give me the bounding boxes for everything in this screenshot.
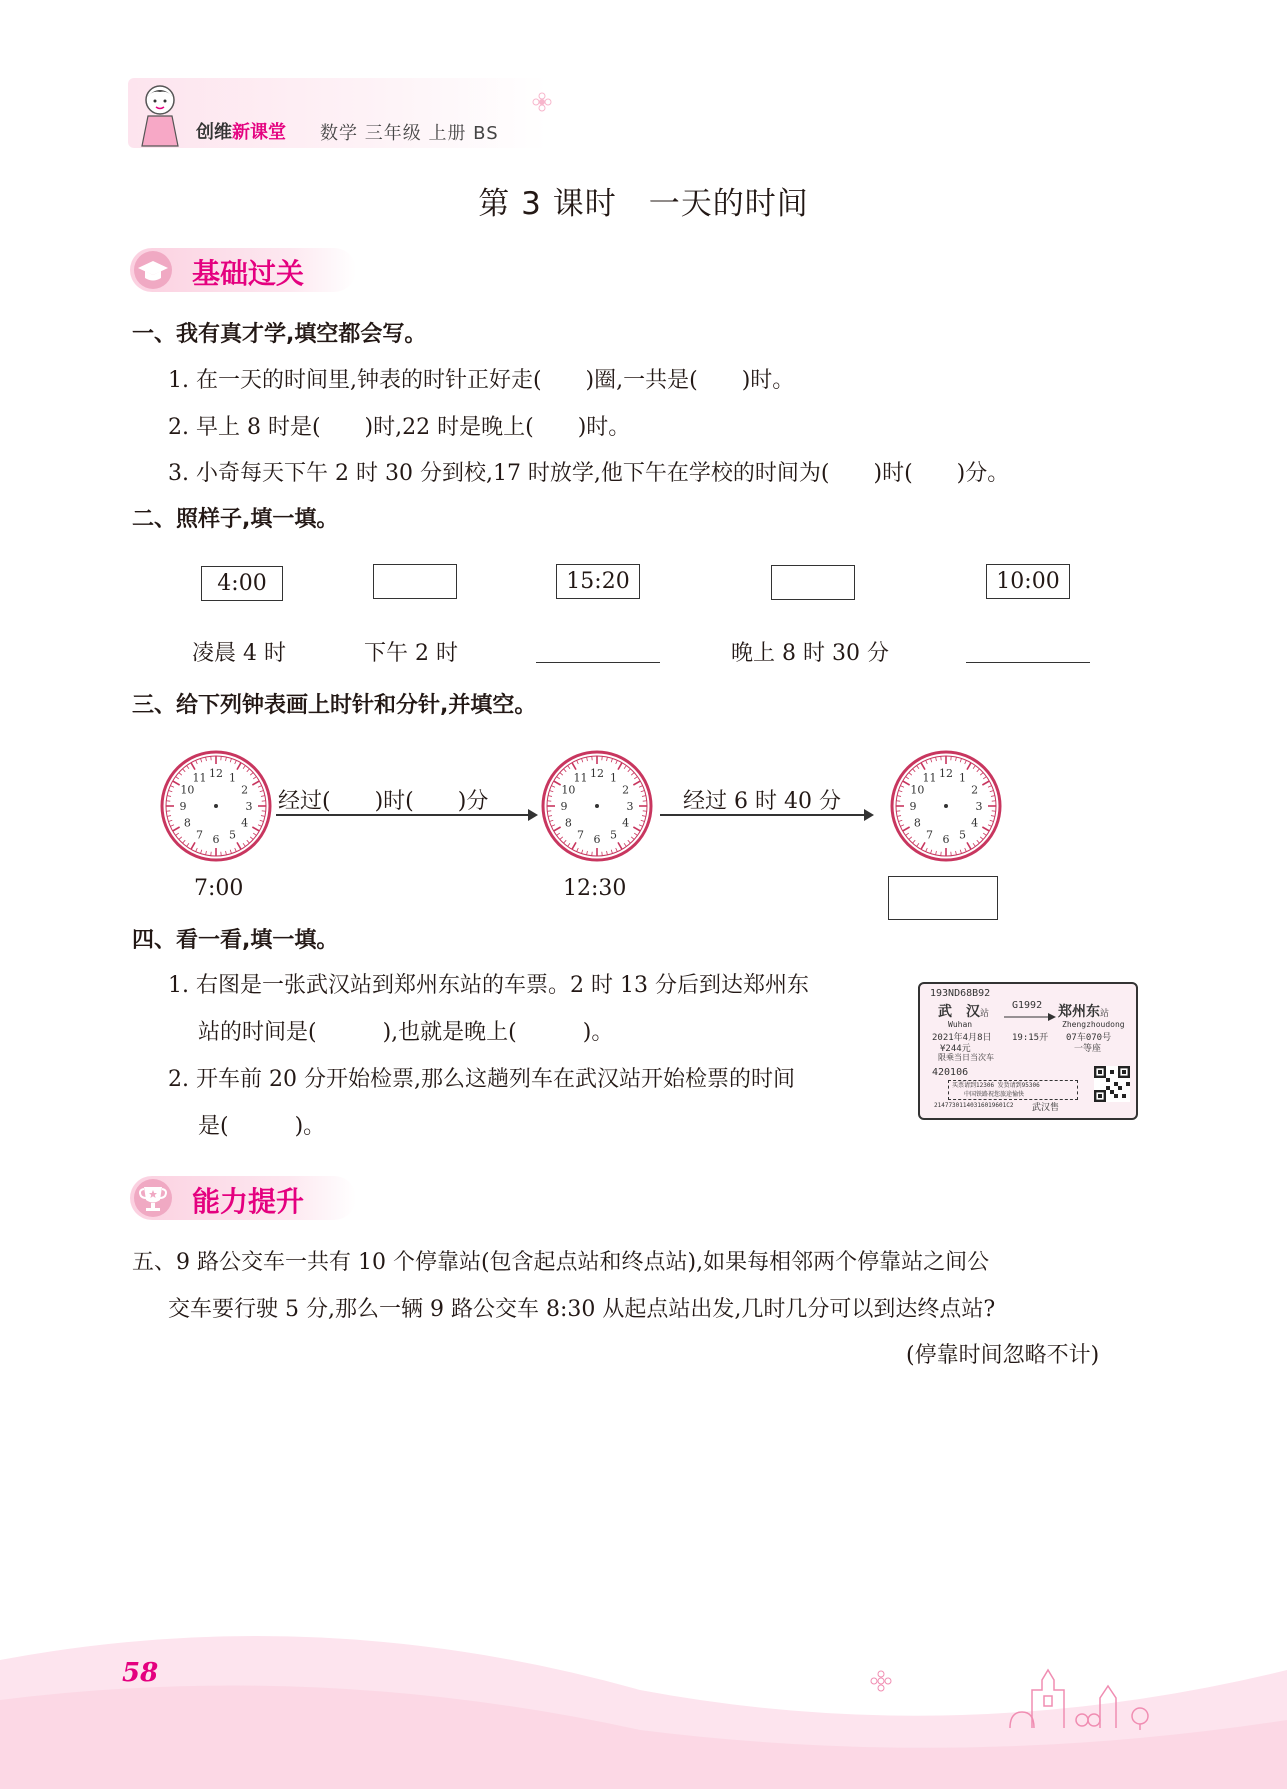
svg-text:10: 10 <box>910 783 925 797</box>
section-label-advanced: 能力提升 <box>192 1185 305 1218</box>
q4-item1-line1: 1. 右图是一张武汉站到郑州东站的车票。2 时 13 分后到达郑州东 <box>168 973 809 998</box>
ticket-code: 193ND68B92 <box>930 988 991 999</box>
q1-heading: 一、我有真才学,填空都会写。 <box>132 322 427 347</box>
q4-item2-line2: 是( )。 <box>198 1114 326 1139</box>
time-box-5: 10:00 <box>986 564 1070 599</box>
girl-mascot-icon <box>128 80 192 150</box>
svg-text:4: 4 <box>622 816 630 830</box>
time-box-1: 4:00 <box>201 566 283 601</box>
svg-text:8: 8 <box>564 816 572 830</box>
ticket-date: 2021年4月8日 <box>932 1033 992 1043</box>
svg-text:11: 11 <box>922 771 937 785</box>
svg-text:5: 5 <box>229 828 236 842</box>
time-label-1: 凌晨 4 时 <box>192 641 286 666</box>
clock1-time: 7:00 <box>194 876 244 901</box>
graduation-cap-icon <box>132 250 174 290</box>
castle-icon <box>990 1650 1190 1730</box>
q1-item-2: 2. 早上 8 时是( )时,22 时是晚上( )时。 <box>168 415 631 440</box>
svg-text:7: 7 <box>577 828 584 842</box>
svg-text:6: 6 <box>593 833 601 846</box>
section-banner-advanced <box>130 1176 356 1220</box>
svg-text:1: 1 <box>610 771 617 785</box>
section-banner-basic <box>130 248 356 292</box>
svg-text:8: 8 <box>183 816 191 830</box>
small-flower-icon <box>870 1670 892 1692</box>
q5-line-2: 交车要行驶 5 分,那么一辆 9 路公交车 8:30 从起点站出发,几时几分可以到达终点站? <box>168 1297 996 1322</box>
svg-text:10: 10 <box>561 783 576 797</box>
svg-text:4: 4 <box>241 816 249 830</box>
svg-text:10: 10 <box>180 783 195 797</box>
q1-item-3: 3. 小奇每天下午 2 时 30 分到校,17 时放学,他下午在学校的时间为( )时( )分。 <box>168 461 1010 486</box>
time-label-4: 晚上 8 时 30 分 <box>731 641 889 666</box>
svg-text:3: 3 <box>245 800 253 813</box>
svg-text:3: 3 <box>975 800 983 813</box>
q2-heading: 二、照样子,填一填。 <box>132 507 339 532</box>
answer-line-2[interactable] <box>966 661 1090 663</box>
svg-text:5: 5 <box>959 828 966 842</box>
ticket-notice-2: 中国铁路祝您旅途愉快 <box>964 1091 1025 1098</box>
q4-heading: 四、看一看,填一填。 <box>132 928 339 953</box>
page-number: 58 <box>122 1658 159 1688</box>
svg-text:9: 9 <box>560 800 568 813</box>
lesson-title: 第 3 课时 一天的时间 <box>478 186 809 222</box>
ticket-notice-1: 买票请到12306 发货请到95306 <box>952 1082 1040 1089</box>
time-label-2: 下午 2 时 <box>364 641 458 666</box>
svg-text:5: 5 <box>610 828 617 842</box>
clock2-time: 12:30 <box>563 876 627 901</box>
ticket-seat: 07车070号 <box>1066 1033 1112 1043</box>
q1-item-1: 1. 在一天的时间里,钟表的时针正好走( )圈,一共是( )时。 <box>168 368 795 393</box>
svg-text:6: 6 <box>212 833 220 846</box>
svg-text:9: 9 <box>179 800 187 813</box>
svg-text:3: 3 <box>626 800 634 813</box>
ticket-train: G1992 <box>1012 1000 1043 1011</box>
svg-text:6: 6 <box>942 833 950 846</box>
arrow1-text: 经过( )时( )分 <box>278 789 489 814</box>
svg-text:4: 4 <box>971 816 979 830</box>
trophy-icon <box>132 1178 174 1218</box>
clock3-answer-box[interactable] <box>888 876 998 920</box>
flower-icon <box>532 92 552 112</box>
svg-text:2: 2 <box>971 783 979 797</box>
svg-text:12: 12 <box>939 767 953 780</box>
subject-label: 数学 三年级 上册 BS <box>320 123 499 144</box>
ticket-id: 420106 <box>932 1067 969 1078</box>
svg-text:12: 12 <box>590 767 604 780</box>
ticket-from-pinyin: Wuhan <box>948 1020 973 1029</box>
arrow2-text: 经过 6 时 40 分 <box>683 789 841 814</box>
svg-text:2: 2 <box>241 783 249 797</box>
ticket-to: 郑州东站 <box>1058 1004 1110 1020</box>
svg-text:7: 7 <box>196 828 203 842</box>
svg-text:2: 2 <box>622 783 630 797</box>
answer-line-1[interactable] <box>536 661 660 663</box>
svg-text:11: 11 <box>192 771 207 785</box>
ticket-arrow-icon <box>1004 1013 1056 1021</box>
ticket-station: 武汉售 <box>1032 1103 1060 1113</box>
svg-text:1: 1 <box>229 771 236 785</box>
ticket-serial: 21477301140316019601C2 <box>934 1102 1014 1109</box>
svg-text:7: 7 <box>926 828 933 842</box>
svg-text:12: 12 <box>209 767 223 780</box>
time-box-4[interactable] <box>771 565 855 600</box>
clock-face-3[interactable] <box>888 748 1004 864</box>
ticket-seat-class: 一等座 <box>1074 1044 1102 1054</box>
time-box-2[interactable] <box>373 564 457 599</box>
q4-item1-line2: 站的时间是( ),也就是晚上( )。 <box>198 1020 614 1045</box>
ticket-price: ¥244元 <box>940 1044 971 1054</box>
time-box-3: 15:20 <box>556 564 640 599</box>
brand-name: 创维新课堂 <box>196 122 286 143</box>
svg-text:1: 1 <box>959 771 966 785</box>
section-label-basic: 基础过关 <box>192 257 305 290</box>
svg-text:11: 11 <box>573 771 588 785</box>
clock-face-2[interactable] <box>539 748 655 864</box>
q5-note: (停靠时间忽略不计) <box>906 1343 1100 1368</box>
svg-text:9: 9 <box>909 800 917 813</box>
ticket-time: 19:15开 <box>1012 1033 1049 1043</box>
q4-item2-line1: 2. 开车前 20 分开始检票,那么这趟列车在武汉站开始检票的时间 <box>168 1067 795 1092</box>
ticket-to-pinyin: Zhengzhoudong <box>1062 1020 1125 1029</box>
svg-text:8: 8 <box>913 816 921 830</box>
clock-face-1[interactable] <box>158 748 274 864</box>
q3-heading: 三、给下列钟表画上时针和分针,并填空。 <box>132 693 537 718</box>
qr-code-icon <box>1094 1066 1130 1102</box>
ticket-from: 武 汉站 <box>938 1004 990 1020</box>
q5-line-1: 五、9 路公交车一共有 10 个停靠站(包含起点站和终点站),如果每相邻两个停靠站之间公 <box>132 1250 990 1275</box>
ticket-note: 限乘当日当次车 <box>938 1053 994 1062</box>
train-ticket <box>918 982 1138 1120</box>
